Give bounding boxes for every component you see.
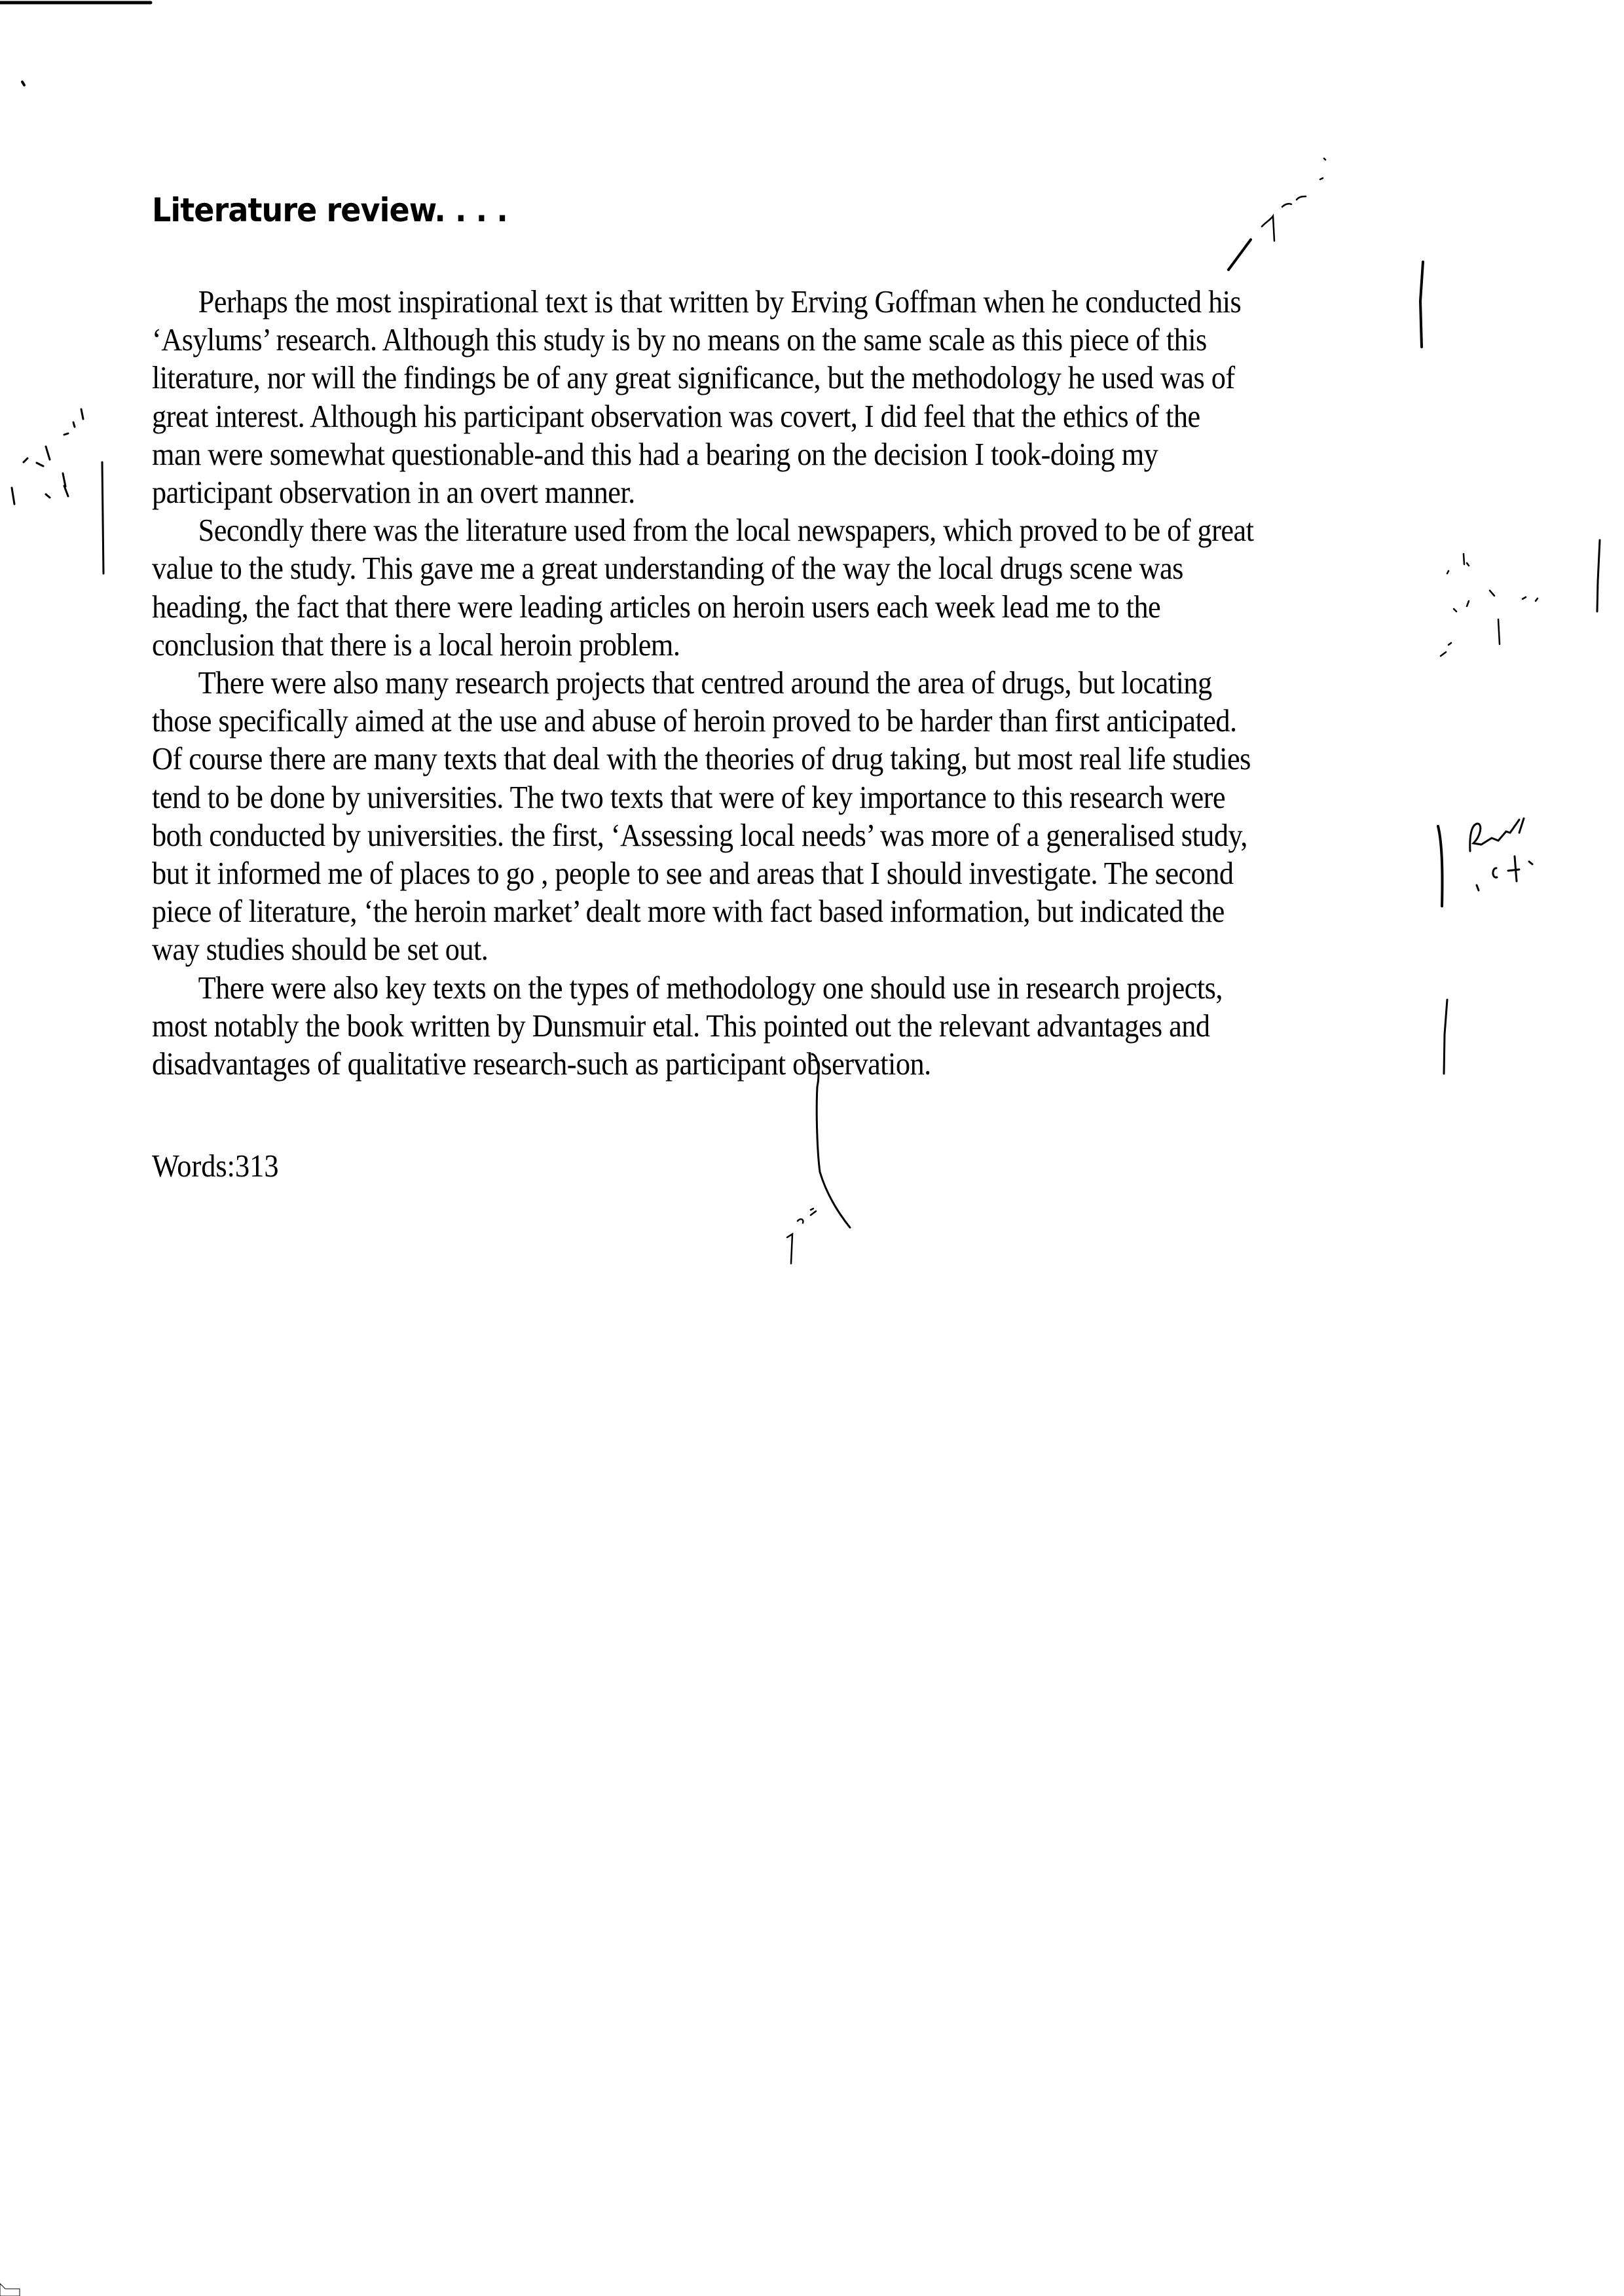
text-line: piece of literature, ‘the heroin market’ dealt more with fact based information, but indicated the xyxy=(152,893,1225,930)
handwritten-scribble xyxy=(1470,818,1532,890)
scan-speck xyxy=(22,82,24,85)
text-line: tend to be done by universities. The two texts that were of key importance to this research were xyxy=(152,778,1226,815)
paragraph xyxy=(152,511,1462,664)
text-line: Perhaps the most inspirational text is that written by Erving Goffman when he conducted his xyxy=(198,283,1242,319)
text-line: Secondly there was the literature used from the local newspapers, which proved to be of great xyxy=(198,512,1254,549)
handwritten-scribble xyxy=(1262,158,1325,241)
text-line: both conducted by universities. the first, ‘Assessing local needs’ was more of a generalised study, xyxy=(152,816,1247,853)
handwritten-scribble xyxy=(12,409,83,504)
margin-line xyxy=(1597,540,1600,611)
text-line: most notably the book written by Dunsmuir etal. This pointed out the relevant advantages and xyxy=(152,1007,1210,1044)
handwritten-scribble xyxy=(787,1209,816,1264)
text-line: heading, the fact that there were leading articles on heroin users each week lead me to the xyxy=(152,588,1161,625)
paragraph xyxy=(152,283,1462,511)
text-line: way studies should be set out. xyxy=(152,931,489,968)
text-line: There were also key texts on the types of methodology one should use in research projects, xyxy=(198,969,1223,1006)
text-line: value to the study. This gave me a great understanding of the way the local drugs scene was xyxy=(152,550,1183,587)
text-line: great interest. Although his participant observation was covert, I did feel that the ethics of the xyxy=(152,397,1200,434)
text-line: man were somewhat questionable-and this had a bearing on the decision I took-doing my xyxy=(152,435,1158,472)
text-line: ‘Asylums’ research. Although this study is by no means on the same scale as this piece of this xyxy=(152,321,1207,358)
document-body xyxy=(152,283,1462,1083)
word-count: Words:313 xyxy=(152,1148,279,1184)
scan-corner-mark xyxy=(0,2284,20,2296)
paragraph xyxy=(152,664,1462,969)
page-title: Literature review. . . . xyxy=(152,191,507,229)
text-line: but it informed me of places to go , people to see and areas that I should investigate. The second xyxy=(152,855,1234,892)
margin-line xyxy=(102,462,103,574)
text-line: disadvantages of qualitative research-such as participant observation. xyxy=(152,1046,931,1082)
text-line: those specifically aimed at the use and abuse of heroin proved to be harder than first anticipated. xyxy=(152,702,1237,739)
text-line: Of course there are many texts that deal with the theories of drug taking, but most real life studies xyxy=(152,740,1251,777)
paragraph xyxy=(152,969,1462,1084)
text-line: conclusion that there is a local heroin problem. xyxy=(152,626,680,663)
tick-mark xyxy=(1228,240,1251,270)
text-line: participant observation in an overt manner. xyxy=(152,474,635,511)
text-line: literature, nor will the findings be of any great significance, but the methodology he used was of xyxy=(152,359,1235,396)
text-line: There were also many research projects that centred around the area of drugs, but locating xyxy=(198,665,1212,701)
